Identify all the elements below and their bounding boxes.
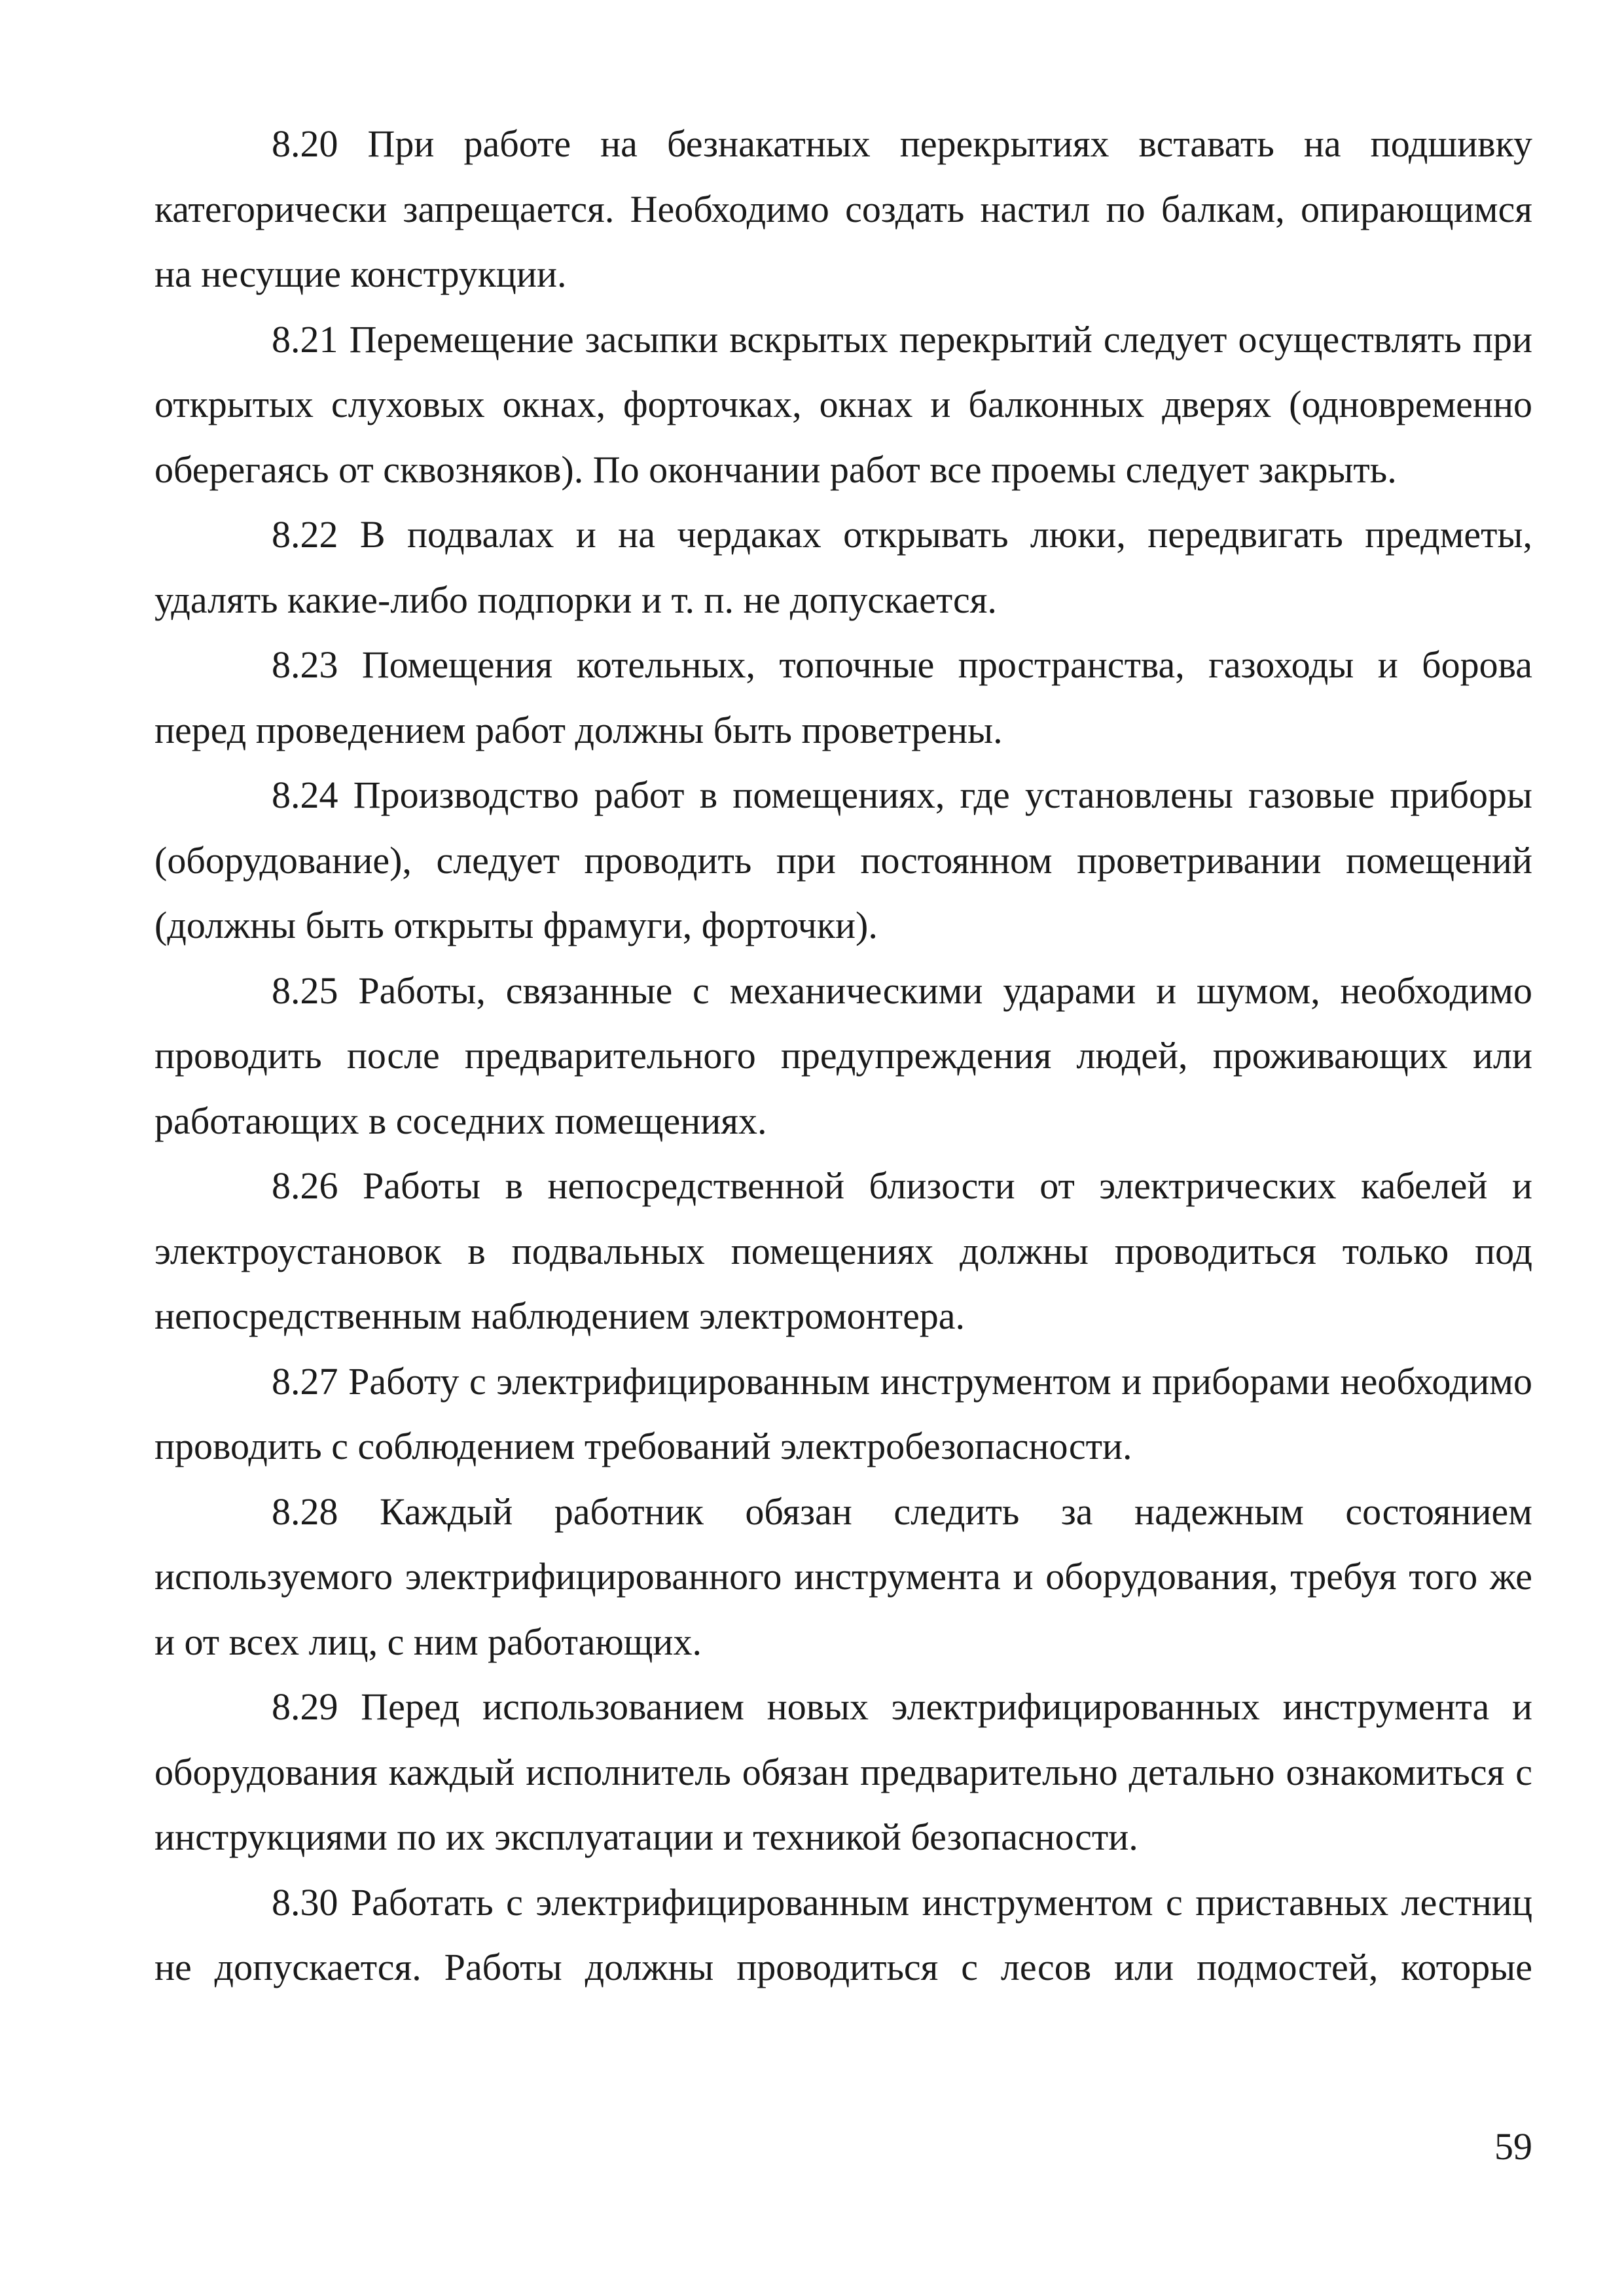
paragraph-8-26: 8.26 Работы в непосредственной близости от электрических кабелей и электроустановок в подвальных помещениях должны проводиться только под непосредственным наблюдением электромонтера. (154, 1164, 1532, 1337)
paragraph-8-20: 8.20 При работе на безнакатных перекрытиях вставать на подшивку категорически запрещается. Необходимо создать настил по балкам, опирающимся на несущие конструкции. (154, 122, 1532, 295)
paragraph-8-28: 8.28 Каждый работник обязан следить за надежным состоянием используемого электрифицированного инструмента и оборудования, требуя того же и от всех лиц, с ним работающих. (154, 1490, 1532, 1663)
paragraph-8-22: 8.22 В подвалах и на чердаках открывать люки, передвигать предметы, удалять какие-либо подпорки и т. п. не допускается. (154, 513, 1532, 621)
paragraph-8-27: 8.27 Работу с электрифицированным инструментом и приборами необходимо проводить с соблюдением требований электробезопасности. (154, 1359, 1532, 1467)
paragraph-8-24: 8.24 Производство работ в помещениях, где установлены газовые приборы (оборудование), следует проводить при постоянном проветривании помещений (должны быть открыты фрамуги, форточки). (154, 774, 1532, 946)
paragraph-8-23: 8.23 Помещения котельных, топочные пространства, газоходы и борова перед проведением работ должны быть проветрены. (154, 643, 1532, 751)
paragraph-8-25: 8.25 Работы, связанные с механическими ударами и шумом, необходимо проводить после предварительного предупреждения людей, проживающих или работающих в соседних помещениях. (154, 969, 1532, 1142)
page-number: 59 (1494, 2125, 1532, 2168)
paragraph-8-30: 8.30 Работать с электрифицированным инструментом с приставных лестниц не допускается. Работы должны проводиться с лесов или подмостей, которые (154, 1880, 1532, 1988)
paragraph-8-29: 8.29 Перед использованием новых электрифицированных инструмента и оборудования каждый исполнитель обязан предварительно детально ознакомиться с инструкциями по их эксплуатации и техникой безопасности. (154, 1685, 1532, 1858)
body-text (154, 111, 1532, 2000)
paragraph-8-21: 8.21 Перемещение засыпки вскрытых перекрытий следует осуществлять при открытых слуховых окнах, форточках, окнах и балконных дверях (одновременно оберегаясь от сквозняков). По окончании работ все проемы следует закрыть. (154, 317, 1532, 491)
